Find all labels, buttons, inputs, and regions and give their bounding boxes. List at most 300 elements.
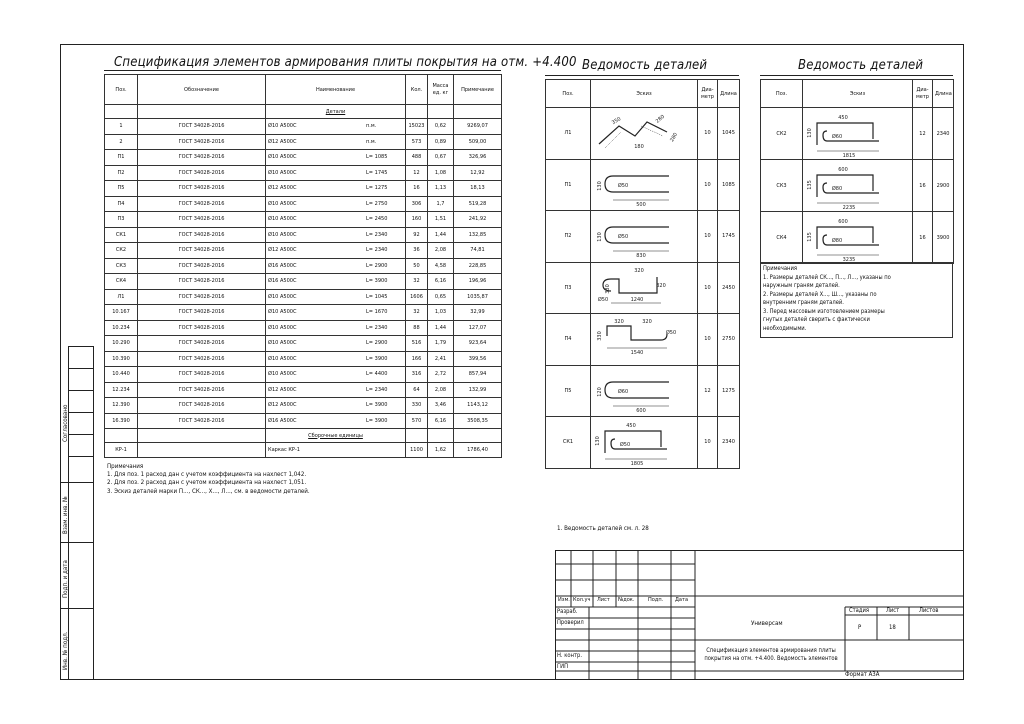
sketch-dimension: 2235 [842, 204, 856, 211]
table-row [105, 243, 502, 259]
cell-pos: СК3 [761, 160, 803, 212]
cell-note: 1786,40 [454, 443, 502, 458]
cell-mass: 0,62 [428, 119, 454, 135]
rebar-shape [817, 123, 873, 145]
cell-name-length: L= 2900 [366, 340, 388, 347]
cell-qty: 573 [406, 134, 428, 150]
table-row [105, 150, 502, 166]
table-row [761, 212, 954, 264]
cell-name [266, 212, 406, 228]
cell-pos: Л1 [546, 108, 591, 160]
cell-name-steel: Ø10 А500С [268, 200, 297, 207]
table-row [105, 305, 502, 321]
cell-pos: П1 [546, 159, 591, 211]
v1-header-len: Длина [718, 80, 740, 108]
cell-pos: СК2 [105, 243, 138, 259]
stage-header: Стадия [849, 608, 870, 614]
spec-notes-title: Примечания [107, 463, 144, 470]
cell-qty: 166 [406, 351, 428, 367]
cell-name-steel: Ø16 А500С [268, 278, 297, 285]
org-name: Универсам [751, 620, 783, 627]
cell-name-length: L= 1275 [366, 185, 388, 192]
rebar-shape [817, 227, 873, 249]
cell-note: 326,96 [454, 150, 502, 166]
rebar-sketch [803, 161, 911, 211]
cell-name [266, 181, 406, 197]
cell-note: 18,13 [454, 181, 502, 197]
sketch-dimension: Ø50 [617, 234, 629, 241]
cell-note: 509,00 [454, 134, 502, 150]
cell-doc [138, 443, 266, 458]
cell-qty: 570 [406, 413, 428, 429]
rebar-shape [605, 176, 669, 192]
cell-qty: 88 [406, 320, 428, 336]
vedomost2-table [760, 79, 954, 264]
cell-name [266, 134, 406, 150]
sketch-dimension: 350 [610, 116, 623, 127]
sketch-dimension: 130 [807, 127, 813, 138]
sketch-dimension: Ø80 [831, 237, 843, 244]
cell-name: Каркас КР-1 [266, 443, 406, 458]
table-row [105, 181, 502, 197]
table-row [546, 159, 740, 211]
cell-mass: 0,67 [428, 150, 454, 166]
cell-name-length: L= 2900 [366, 262, 388, 269]
vedomost-note-line: 3. Перед массовым изготовлением размеры [763, 308, 885, 315]
rebar-sketch [591, 160, 696, 210]
cell-mass: 1,44 [428, 320, 454, 336]
cell-name-steel: Ø10 А500С [268, 340, 297, 347]
cell-qty: 50 [406, 258, 428, 274]
cell-doc: ГОСТ 34028-2016 [138, 243, 266, 259]
vedomost1-title: Ведомость деталей [582, 58, 708, 73]
cell-pos: 10.234 [105, 320, 138, 336]
sketch-dimension: Ø60 [831, 133, 843, 140]
cell-pos: 12.390 [105, 398, 138, 414]
cell-qty: 15023 [406, 119, 428, 135]
rebar-shape [603, 277, 657, 293]
cell-name-steel: Ø10 А500С [268, 154, 297, 161]
cell-note: 12,92 [454, 165, 502, 181]
cell-name-length: L= 2450 [366, 216, 388, 223]
rebar-shape [605, 431, 661, 453]
cell-name [266, 367, 406, 383]
cell-qty: 1606 [406, 289, 428, 305]
cell-pos: СК4 [105, 274, 138, 290]
inv-replaced-label: Взам. инв. № [62, 496, 69, 534]
cell-pos: 10.390 [105, 351, 138, 367]
cell-sketch [591, 417, 698, 469]
role-proveril: Проверил [557, 620, 584, 626]
cell-qty: 516 [406, 336, 428, 352]
cell-name [266, 382, 406, 398]
cell-diameter: 10 [698, 314, 718, 366]
sketch-dimension: Ø80 [831, 185, 843, 192]
cell-doc: ГОСТ 34028-2016 [138, 382, 266, 398]
v1-header-diam: Диа- метр [698, 80, 718, 108]
cell-pos: 16.390 [105, 413, 138, 429]
table-row [105, 367, 502, 383]
table-row [105, 134, 502, 150]
cell-name-steel: Ø12 А500С [268, 386, 297, 393]
cell-diameter: 10 [698, 211, 718, 263]
sheets-header: Листов [919, 608, 939, 614]
rebar-sketch [591, 366, 696, 416]
cell-name [266, 119, 406, 135]
cell-length: 3900 [933, 212, 954, 264]
cell-name [266, 150, 406, 166]
cell-diameter: 10 [698, 262, 718, 314]
table-row [546, 314, 740, 366]
cell-name-steel: Ø16 А500С [268, 262, 297, 269]
cell-doc: ГОСТ 34028-2016 [138, 289, 266, 305]
cell-sketch [591, 262, 698, 314]
cell-pos: СК2 [761, 108, 803, 160]
rebar-sketch [803, 109, 911, 159]
cell-pos: П4 [105, 196, 138, 212]
cell-name [266, 165, 406, 181]
cell-name-steel: Ø10 А500С [268, 355, 297, 362]
cell-diameter: 16 [913, 212, 933, 264]
cell-name-length: п.м. [366, 123, 377, 130]
spec-header-note: Примечание [454, 75, 502, 105]
sketch-dimension: 280 [669, 132, 680, 144]
cell-name-steel: Ø12 А500С [268, 402, 297, 409]
rebar-sketch [591, 263, 696, 313]
cell-sketch [591, 211, 698, 263]
vedomost-note-line: наружным граням деталей. [763, 283, 840, 289]
sketch-dimension: 1815 [842, 152, 856, 159]
spec-header-pos: Поз. [105, 75, 138, 105]
cell-note: 74,81 [454, 243, 502, 259]
spec-header-doc: Обозначение [138, 75, 266, 105]
cell-pos: 2 [105, 134, 138, 150]
cell-name-length: L= 3900 [366, 402, 388, 409]
sketch-dimension: 600 [838, 166, 848, 173]
cell-qty: 488 [406, 150, 428, 166]
sketch-dimension: 830 [636, 253, 646, 260]
cell-mass: 2,41 [428, 351, 454, 367]
cell-sketch [591, 159, 698, 211]
cell-doc: ГОСТ 34028-2016 [138, 413, 266, 429]
sketch-dimension: 330 [597, 331, 603, 342]
cell-length: 2900 [933, 160, 954, 212]
cell-name [266, 305, 406, 321]
cell-pos: СК3 [105, 258, 138, 274]
cell-pos: 10.167 [105, 305, 138, 321]
cell-name-steel: Ø10 А500С [268, 309, 297, 316]
cell-sketch [803, 108, 913, 160]
table-row [105, 289, 502, 305]
cell-name-steel: Ø10 А500С [268, 169, 297, 176]
cell-doc: ГОСТ 34028-2016 [138, 398, 266, 414]
stamp-h-izm: Изм. [558, 597, 570, 603]
table-row [761, 108, 954, 160]
rebar-shape [607, 326, 667, 340]
cell-doc: ГОСТ 34028-2016 [138, 181, 266, 197]
v2-header-pos: Поз. [761, 80, 803, 108]
stage-value: Р [858, 624, 862, 631]
vedomost-note-line: 1. Размеры деталей СК..., П..., Л..., указаны по [763, 274, 891, 281]
cell-pos: П3 [105, 212, 138, 228]
sketch-dimension: Ø60 [617, 388, 629, 395]
cell-name-length: L= 2340 [366, 324, 388, 331]
cell-name-steel: Ø10 А500С [268, 216, 297, 223]
cell-sketch [591, 314, 698, 366]
cell-qty: 316 [406, 367, 428, 383]
cell-name-length: L= 1670 [366, 309, 388, 316]
cell-name-length: L= 1085 [366, 154, 388, 161]
cell-name [266, 243, 406, 259]
cell-name-length: L= 1045 [366, 293, 388, 300]
cell-pos: П2 [546, 211, 591, 263]
sheet-value: 18 [889, 624, 896, 631]
sketch-dimension: Ø50 [665, 330, 677, 337]
section-assembly: Сборочные единицы [266, 429, 406, 443]
spec-notes [107, 463, 310, 496]
sketch-dimension: 180 [634, 144, 644, 151]
cell-mass: 1,44 [428, 227, 454, 243]
cell-note: 857,94 [454, 367, 502, 383]
stamp-h-date: Дата [675, 597, 689, 603]
cell-pos: СК1 [105, 227, 138, 243]
cell-name-steel: Ø10 А500С [268, 231, 297, 238]
cell-pos: СК4 [761, 212, 803, 264]
sketch-dimension: 130 [597, 180, 603, 191]
v2-header-sketch: Эскиз [803, 80, 913, 108]
spec-note: 1. Для поз. 1 расход дан с учетом коэффициента на нахлест 1,042. [107, 471, 307, 479]
cell-length: 2750 [718, 314, 740, 366]
cell-qty: 92 [406, 227, 428, 243]
cell-mass: 2,08 [428, 382, 454, 398]
section-details: Детали [266, 105, 406, 119]
cell-note: 3508,35 [454, 413, 502, 429]
spec-header-qty: Кол. [406, 75, 428, 105]
table-row [105, 320, 502, 336]
role-gip: ГИП [557, 664, 569, 670]
cell-name-length: L= 3900 [366, 417, 388, 424]
cell-mass: 1,7 [428, 196, 454, 212]
sketch-dimension: 1805 [630, 461, 644, 468]
sketch-dimension: Ø50 [597, 296, 609, 303]
stamp-roles [557, 607, 584, 671]
table-row [105, 274, 502, 290]
rebar-sketch [591, 211, 696, 261]
footnote: 1. Ведомость деталей см. л. 28 [557, 525, 649, 532]
cell-mass: 4,58 [428, 258, 454, 274]
sketch-dimension: 130 [597, 232, 603, 243]
sketch-dimension: 600 [636, 407, 646, 414]
sketch-dimension: 320 [634, 267, 644, 274]
cell-mass: 0,65 [428, 289, 454, 305]
vedomost1-underline [545, 75, 739, 76]
stamp-h-sign: Подп. [648, 597, 664, 603]
sketch-dimension: 1540 [630, 350, 644, 357]
table-row [105, 165, 502, 181]
cell-pos: 10.440 [105, 367, 138, 383]
rebar-sketch [591, 314, 696, 364]
cell-doc: ГОСТ 34028-2016 [138, 165, 266, 181]
rebar-sketch [591, 417, 696, 467]
cell-sketch [803, 160, 913, 212]
sketch-dimension: 600 [838, 218, 848, 225]
cell-pos: 1 [105, 119, 138, 135]
cell-pos: 12.234 [105, 382, 138, 398]
sketch-dimension: Ø50 [617, 182, 629, 189]
rebar-shape [605, 382, 669, 398]
stamp-h-kol: Кол.уч [573, 597, 591, 603]
cell-name-length: L= 1745 [366, 169, 388, 176]
cell-doc: ГОСТ 34028-2016 [138, 212, 266, 228]
cell-qty: 330 [406, 398, 428, 414]
table-row [105, 398, 502, 414]
cell-qty: 16 [406, 181, 428, 197]
cell-pos: П5 [546, 365, 591, 417]
table-row [105, 196, 502, 212]
cell-length: 1275 [718, 365, 740, 417]
cell-length: 2450 [718, 262, 740, 314]
v2-header-diam: Диа- метр [913, 80, 933, 108]
cell-pos: П1 [105, 150, 138, 166]
cell-note: 196,96 [454, 274, 502, 290]
format-label: Формат А3А [845, 671, 880, 678]
cell-note: 32,99 [454, 305, 502, 321]
cell-doc: ГОСТ 34028-2016 [138, 336, 266, 352]
cell-mass: 1,79 [428, 336, 454, 352]
spec-header-mass: Масса ед. кг [428, 75, 454, 105]
sketch-dimension: 320 [642, 319, 652, 326]
cell-mass: 2,72 [428, 367, 454, 383]
cell-note: 132,99 [454, 382, 502, 398]
sketch-dimension: 1240 [630, 296, 644, 303]
spec-header-name: Наименование [266, 75, 406, 105]
vedomost2-underline [760, 75, 953, 76]
rebar-shape [817, 175, 873, 197]
cell-note: 132,85 [454, 227, 502, 243]
cell-doc: ГОСТ 34028-2016 [138, 150, 266, 166]
table-row [105, 119, 502, 135]
sign-date-label: Подп. и дата [62, 560, 69, 598]
cell-diameter: 10 [698, 108, 718, 160]
v1-header-sketch: Эскиз [591, 80, 698, 108]
cell-name [266, 320, 406, 336]
cell-mass: 1,51 [428, 212, 454, 228]
title-block [555, 550, 964, 680]
sketch-dimension: 130 [595, 436, 601, 447]
rebar-shape [599, 122, 667, 144]
cell-diameter: 12 [698, 365, 718, 417]
sketch-dimension: 3235 [842, 256, 856, 263]
cell-note: 519,28 [454, 196, 502, 212]
cell-note: 399,56 [454, 351, 502, 367]
cell-mass: 6,16 [428, 413, 454, 429]
cell-qty: 36 [406, 243, 428, 259]
sketch-dimension: 280 [654, 114, 666, 125]
cell-mass: 0,89 [428, 134, 454, 150]
table-row [105, 351, 502, 367]
vedomost-note-line: необходимыми. [763, 325, 807, 332]
cell-name-length: L= 3900 [366, 278, 388, 285]
cell-qty: 64 [406, 382, 428, 398]
cell-name [266, 196, 406, 212]
vedomost1-table [545, 79, 740, 469]
cell-doc: ГОСТ 34028-2016 [138, 227, 266, 243]
cell-note: 923,64 [454, 336, 502, 352]
cell-name-steel: Ø10 А500С [268, 123, 297, 130]
cell-qty: 1100 [406, 443, 428, 458]
cell-length: 1085 [718, 159, 740, 211]
cell-qty: 32 [406, 274, 428, 290]
cell-name-steel: Ø12 А500С [268, 185, 297, 192]
table-row [105, 382, 502, 398]
cell-name-length: L= 2340 [366, 247, 388, 254]
cell-name [266, 351, 406, 367]
cell-doc: ГОСТ 34028-2016 [138, 305, 266, 321]
sketch-dimension: 320 [656, 282, 666, 289]
cell-mass: 1,13 [428, 181, 454, 197]
rebar-shape [605, 227, 669, 243]
vedomost-note-line: внутренним граням деталей. [763, 300, 844, 306]
vedomost-note-line: гнутых деталей сверить с фактически [763, 317, 870, 323]
spec-title-underline [104, 70, 501, 71]
cell-mass: 1,62 [428, 443, 454, 458]
sketch-dimension: 330 [605, 283, 611, 294]
spec-title: Спецификация элементов армирования плиты покрытия на отм. +4.400 [114, 55, 577, 70]
cell-name [266, 336, 406, 352]
cell-name-length: L= 2750 [366, 200, 388, 207]
cell-length: 2340 [718, 417, 740, 469]
cell-mass: 1,03 [428, 305, 454, 321]
cell-name-length: L= 2340 [366, 386, 388, 393]
table-row [546, 417, 740, 469]
cell-pos: П5 [105, 181, 138, 197]
rebar-sketch [591, 108, 696, 158]
role-razrab: Разраб. [557, 609, 578, 615]
cell-name [266, 274, 406, 290]
table-row [546, 211, 740, 263]
cell-qty: 32 [406, 305, 428, 321]
cell-length: 1745 [718, 211, 740, 263]
cell-note: 1035,87 [454, 289, 502, 305]
cell-mass: 3,46 [428, 398, 454, 414]
table-row [546, 108, 740, 160]
cell-mass: 6,16 [428, 274, 454, 290]
cell-pos: СК1 [546, 417, 591, 469]
cell-name [266, 413, 406, 429]
cell-name-steel: Ø12 А500С [268, 138, 297, 145]
table-row [105, 227, 502, 243]
cell-name-length: L= 3900 [366, 355, 388, 362]
cell-doc: ГОСТ 34028-2016 [138, 367, 266, 383]
sketch-dimension: 450 [626, 423, 636, 430]
cell-length: 2340 [933, 108, 954, 160]
sketch-dimension: 320 [614, 319, 624, 326]
cell-pos: П2 [105, 165, 138, 181]
table-row [546, 262, 740, 314]
cell-name-length: п.м. [366, 138, 377, 145]
cell-name [266, 289, 406, 305]
cell-note: 241,92 [454, 212, 502, 228]
cell-doc: ГОСТ 34028-2016 [138, 196, 266, 212]
cell-qty: 12 [406, 165, 428, 181]
cell-note: 228,85 [454, 258, 502, 274]
table-row [761, 160, 954, 212]
cell-note: 9269,07 [454, 119, 502, 135]
cell-doc: ГОСТ 34028-2016 [138, 258, 266, 274]
sketch-dimension: Ø50 [619, 442, 631, 449]
cell-name [266, 227, 406, 243]
table-row [105, 212, 502, 228]
